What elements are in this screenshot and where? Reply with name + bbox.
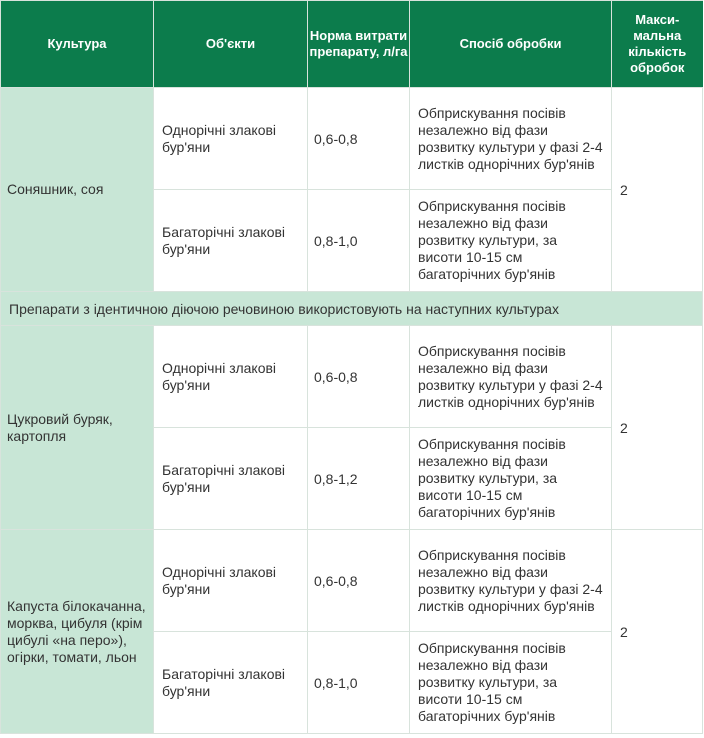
header-row xyxy=(1,1,703,88)
culture-cell: Капуста білокачанна, морква, цибуля (крім цибулі «на перо»), огірки, томати, льон xyxy=(1,530,154,734)
culture-cell: Цукровий буряк, картопля xyxy=(1,326,154,530)
table-row xyxy=(1,326,703,428)
max-count-cell: 2 xyxy=(612,326,703,530)
rate-cell: 0,6-0,8 xyxy=(308,88,410,190)
header-culture: Культура xyxy=(1,1,154,88)
rate-cell: 0,6-0,8 xyxy=(308,530,410,632)
header-method: Спосіб обробки xyxy=(410,1,612,88)
table-row xyxy=(1,530,703,632)
object-cell: Багаторічні злакові бур'яни xyxy=(154,632,308,734)
header-objects: Об'єкти xyxy=(154,1,308,88)
object-cell: Однорічні злакові бур'яни xyxy=(154,88,308,190)
rate-cell: 0,6-0,8 xyxy=(308,326,410,428)
rate-cell: 0,8-1,2 xyxy=(308,428,410,530)
rate-cell: 0,8-1,0 xyxy=(308,632,410,734)
method-cell: Обприскування посівів незалежно від фази розвитку культури у фазі 2-4 листків однорічних бур'янів xyxy=(410,326,612,428)
max-count-cell: 2 xyxy=(612,530,703,734)
method-cell: Обприскування посівів незалежно від фази розвитку культури у фазі 2-4 листків однорічних бур'янів xyxy=(410,530,612,632)
rate-cell: 0,8-1,0 xyxy=(308,190,410,292)
note-cell: Препарати з ідентичною діючою речовиною використовують на наступних культурах xyxy=(1,292,703,326)
note-row xyxy=(1,292,703,326)
method-cell: Обприскування посівів незалежно від фази розвитку культури, за висоти 10-15 см багаторічних бур'янів xyxy=(410,632,612,734)
object-cell: Однорічні злакові бур'яни xyxy=(154,326,308,428)
table-row xyxy=(1,88,703,190)
object-cell: Однорічні злакові бур'яни xyxy=(154,530,308,632)
method-cell: Обприскування посівів незалежно від фази розвитку культури у фазі 2-4 листків однорічних бур'янів xyxy=(410,88,612,190)
object-cell: Багаторічні злакові бур'яни xyxy=(154,190,308,292)
header-rate: Норма витрати препарату, л/га xyxy=(308,1,410,88)
max-count-cell: 2 xyxy=(612,88,703,292)
object-cell: Багаторічні злакові бур'яни xyxy=(154,428,308,530)
header-max: Макси-мальна кількість обробок xyxy=(612,1,703,88)
method-cell: Обприскування посівів незалежно від фази розвитку культури, за висоти 10-15 см багаторічних бур'янів xyxy=(410,428,612,530)
culture-cell: Соняшник, соя xyxy=(1,88,154,292)
method-cell: Обприскування посівів незалежно від фази розвитку культури, за висоти 10-15 см багаторічних бур'янів xyxy=(410,190,612,292)
